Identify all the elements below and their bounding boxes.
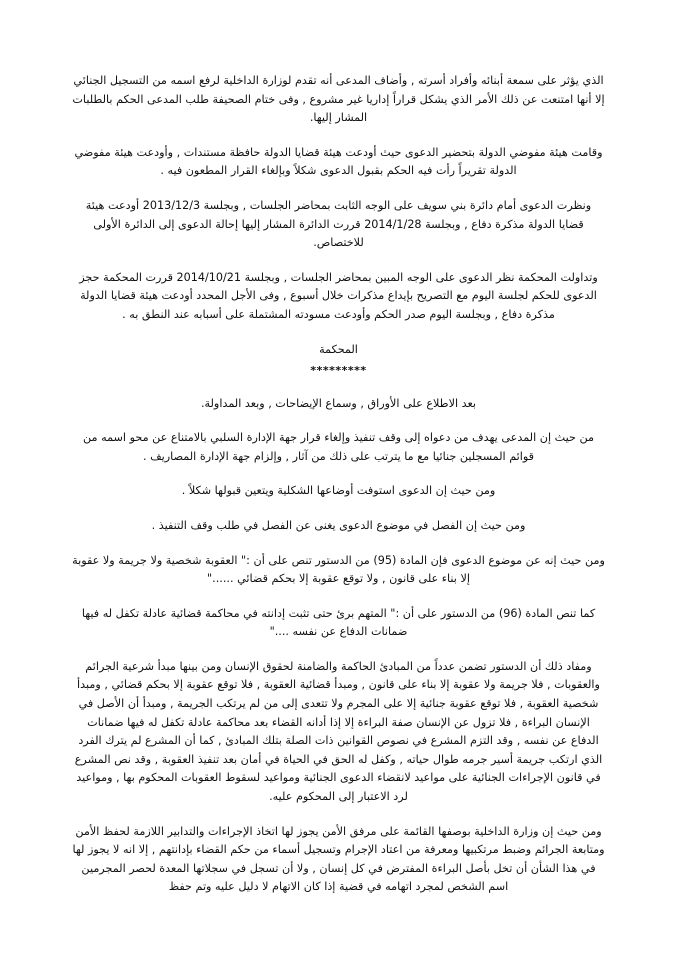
separator: *********	[310, 363, 367, 377]
paragraph-5: بعد الاطلاع على الأوراق , وسماع الإيضاحات , وبعد المداولة.	[200, 396, 477, 410]
paragraph-3: ونظرت الدعوى أمام دائرة بني سويف على الوجه الثابت بمحاضر الجلسات , وبجلسة 2013/12/3 أودعت هيئة قضايا الدولة مذكرة دفاع , وبجلسة 2014/1/28 قررت الدائرة المشار إليها إحالة الدعوى إلى الدائرة الأولى للاختصاص.	[85, 198, 592, 250]
paragraph-1: الذي يؤثر على سمعة أبنائه وأفراد أسرته , وأضاف المدعى أنه تقدم لوزارة الداخلية لرفع اسمه من التسجيل الجنائي إلا أنها امتنعت عن ذلك الأمر الذي يشكل قراراً إداريا غير مشروع , وفى ختام الصحيفة طلب المدعى الحكم بالطلبات المشار إليها.	[72, 74, 605, 125]
paragraph-12: ومن حيث إن وزارة الداخلية بوصفها القائمة على مرفق الأمن يجوز لها اتخاذ الإجراءات والتدابير اللازمة لحفظ الأمن ومتابعة الجرائم وضبط مرتكبيها ومعرفة من اعتاد الإجرام وتسجيل أسماء من حكم القضاء بإدانتهم , إلا انه لا يجوز لها في هذا الشأن أن تخل بأصل البراءة المفترض في كل إنسان , ولا أن تسجل في سجلاتها المعدة لحصر المجرمين اسم الشخص لمجرد اتهامه في قضية إذا كان الاتهام لا دليل عليه وتم حفظ	[72, 824, 605, 894]
paragraph-7: ومن حيث إن الدعوى استوفت أوضاعها الشكلية ويتعين قبولها شكلاً .	[181, 484, 496, 498]
paragraph-4: وتداولت المحكمة نظر الدعوى على الوجه المبين بمحاضر الجلسات , وبجلسة 2014/10/21 قررت المحكمة حجز الدعوى للحكم لجلسة اليوم مع التصريح بإيداع مذكرات خلال أسبوع , وفى الأجل المحدد أودعت هيئة قضايا الدولة مذكرة دفاع , وبجلسة اليوم صدر الحكم وأودعت مسودته المشتملة على أسبابه عند النطق به .	[79, 270, 598, 321]
court-heading: المحكمة	[319, 342, 358, 356]
paragraph-8: ومن حيث إن الفصل في موضوع الدعوى يغنى عن الفصل في طلب وقف التنفيذ .	[151, 518, 526, 532]
paragraph-11: ومفاد ذلك أن الدستور تضمن عدداً من المبادئ الحاكمة والضامنة لحقوق الإنسان ومن بينها مبدأ شرعية الجرائم والعقوبات , فلا جريمة ولا عقوبة إلا بناء على قانون , ومبدأ قضائية العقوبة , فلا توقع عقوبة إلا بحكم قضائي , ومبدأ شخصية العقوبة , فلا توقع عقوبة جنائية إلا على المجرم ولا تتعدى إلى من لم يرتكب الجريمة , ومبدأ أن الأصل في الإنسان البراءة , فلا تزول عن الإنسان صفة البراءة إلا إذا أدانه القضاء بعد محاكمة عادلة تكفل له فيها ضمانات الدفاع عن نفسه , وقد التزم المشرع في نصوص القوانين ذات الصلة بتلك المبادئ , كما أن المشرع لم يترك الفرد الذي ارتكب جريمة أسير جرمه طوال حياته , وكفل له الحق في الحياة في أمان بعد تنفيذ العقوبة , وقد نص المشرع في قانون الإجراءات الجنائية على مواعيد لانقضاء الدعوى الجنائية ومواعيد لسقوط العقوبات المحكوم بها , ومواعيد لرد الاعتبار إلى المحكوم عليه.	[74, 659, 603, 804]
paragraph-9: ومن حيث إنه عن موضوع الدعوى فإن المادة (95) من الدستور تنص على أن :" العقوبة شخصية ولا جريمة ولا عقوبة إلا بناء على قانون , ولا توقع عقوبة إلا بحكم قضائي ......"	[72, 553, 605, 586]
paragraph-10: كما تنص المادة (96) من الدستور على أن :" المتهم برئ حتى تثبت إدانته في محاكمة قضائية عادلة تكفل له فيها ضمانات الدفاع عن نفسه ...."	[81, 606, 596, 639]
paragraph-2: وقامت هيئة مفوضي الدولة بتحضير الدعوى حيث أودعت هيئة قضايا الدولة حافظة مستندات , وأودعت هيئة مفوضي الدولة تقريراً رأت فيه الحكم بقبول الدعوى شكلاً وبإلغاء القرار المطعون فيه .	[74, 145, 603, 178]
paragraph-6: من حيث إن المدعى يهدف من دعواه إلى وقف تنفيذ وإلغاء قرار جهة الإدارة السلبي بالامتناع عن محو اسمه من قوائم المسجلين جنائيا مع ما يترتب على ذلك من آثار , وإلزام جهة الإدارة المصاريف .	[83, 431, 594, 463]
